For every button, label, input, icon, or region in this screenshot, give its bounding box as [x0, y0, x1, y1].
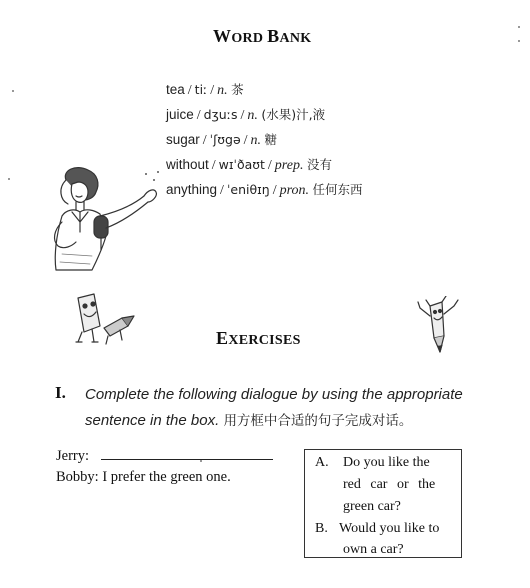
- word-entry-without: without / wɪˈðaʊt / prep. 没有: [166, 157, 332, 173]
- word-entry-anything: anything / ˈeniθɪŋ / pron. 任何东西: [166, 182, 363, 198]
- woman-illustration: [36, 166, 162, 272]
- scan-speck: [518, 40, 520, 42]
- exercise-instruction-line2: sentence in the box. 用方框中合适的句子完成对话。: [85, 412, 413, 429]
- option-b-line1: Would you like to: [339, 521, 440, 536]
- options-box: [304, 449, 462, 558]
- dialogue-line-bobby: [56, 469, 231, 486]
- bobby-line: I prefer the green one.: [102, 469, 231, 485]
- option-a-line1: Do you like the: [343, 455, 430, 470]
- word-entry-tea: tea / tiː / n. 茶: [166, 82, 244, 98]
- word-entry-juice: juice / dʒuːs / n. (水果)汁,液: [166, 107, 326, 123]
- option-b-line2: own a car?: [343, 542, 404, 557]
- dialogue-line-jerry: [56, 448, 273, 465]
- option-a-letter: A.: [315, 455, 329, 470]
- option-a-line3: green car?: [343, 499, 401, 514]
- word-entry-sugar: sugar / ˈʃʊgə / n. 糖: [166, 132, 278, 148]
- speaker-jerry: Jerry:: [56, 448, 90, 464]
- eraser-character-illustration: [68, 292, 138, 350]
- word-bank-title: WORD BANK: [213, 26, 312, 46]
- pencil-character-illustration: [416, 296, 460, 356]
- scan-speck: [200, 460, 202, 462]
- option-a-line2: red car or the: [343, 477, 436, 492]
- exercises-title: EXERCISES: [216, 328, 301, 348]
- exercise-number: I.: [55, 383, 66, 402]
- exercise-instruction-line1: Complete the following dialogue by using the appropriate: [85, 386, 463, 403]
- speaker-bobby: Bobby:: [56, 469, 99, 485]
- scan-speck: [12, 90, 14, 92]
- answer-blank[interactable]: [101, 449, 273, 460]
- exercise-instruction-chinese: 用方框中合适的句子完成对话。: [223, 413, 413, 429]
- scan-speck: [8, 178, 10, 180]
- scan-speck: [518, 26, 520, 28]
- option-b-letter: B.: [315, 521, 328, 536]
